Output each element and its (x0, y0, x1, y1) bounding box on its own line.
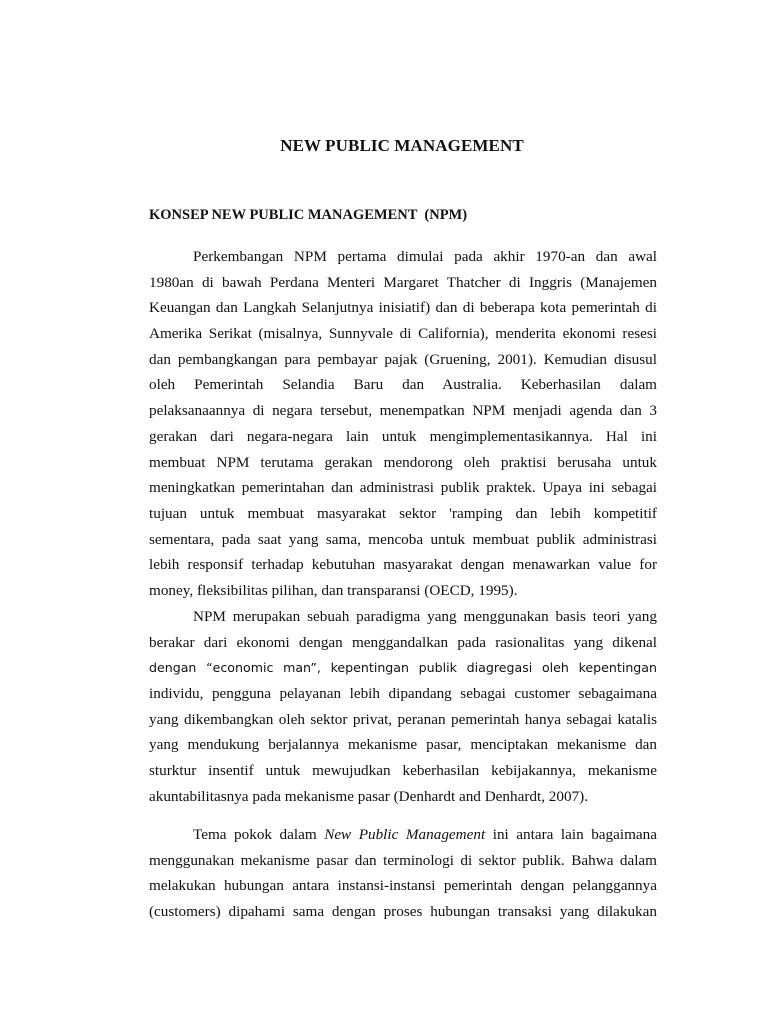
paragraph-line: berakar dari ekonomi dengan menggandalkan pada rasionalitas yang dikenal (149, 633, 657, 651)
paragraph-line: individu, pengguna pelayanan lebih dipandang sebagai customer sebagaimana (149, 685, 657, 703)
paragraph-line: sturktur insentif untuk mewujudkan keberhasilan kebijakannya, mekanisme (149, 762, 657, 780)
paragraph-line: meningkatkan pemerintahan dan administrasi publik praktek. Upaya ini sebagai (149, 479, 657, 497)
paragraph-line: akuntabilitasnya pada mekanisme pasar (Denhardt and Denhardt, 2007). (149, 787, 589, 805)
paragraph-line: sementara, pada saat yang sama, mencoba untuk membuat publik administrasi (149, 530, 657, 548)
paragraph-line: yang dikembangkan oleh sektor privat, peranan pemerintah hanya sebagai katalis (149, 710, 657, 728)
paragraph-2 (149, 604, 657, 810)
paragraph-line: menggunakan mekanisme pasar dan terminologi di sektor publik. Bahwa dalam (149, 851, 657, 869)
paragraph-line: pelaksanaannya di negara tersebut, menempatkan NPM menjadi agenda dan 3 (149, 402, 657, 420)
paragraph-text: Tema pokok dalam (193, 826, 325, 843)
paragraph-text: ini antara lain bagaimana (485, 826, 657, 843)
paragraph-line: melakukan hubungan antara instansi-instansi pemerintah dengan pelanggannya (149, 877, 657, 895)
paragraph-line: Amerika Serikat (misalnya, Sunnyvale di California), menderita ekonomi resesi (149, 325, 657, 343)
paragraph-line: yang mendukung berjalannya mekanisme pasar, menciptakan mekanisme dan (149, 736, 657, 754)
italic-term: New Public Management (324, 826, 486, 843)
paragraph-line: dengan “economic man”, kepentingan publik diagregasi oleh kepentingan (149, 660, 657, 676)
section-heading: KONSEP NEW PUBLIC MANAGEMENT (NPM) (149, 207, 468, 223)
paragraph-line: Keuangan dan Langkah Selanjutnya inisiatif) dan di beberapa kota pemerintah di (149, 299, 657, 317)
paragraph-line (149, 822, 657, 848)
paragraph-line: money, fleksibilitas pilihan, dan transparansi (OECD, 1995). (149, 581, 518, 599)
paragraph-line: 1980an di bawah Perdana Menteri Margaret Thatcher di Inggris (Manajemen (149, 273, 657, 291)
document-title: NEW PUBLIC MANAGEMENT (280, 136, 524, 155)
paragraph-3 (149, 822, 657, 925)
paragraph-line: oleh Pemerintah Selandia Baru dan Australia. Keberhasilan dalam (149, 376, 657, 394)
paragraph-1 (149, 244, 657, 604)
paragraph-line: lebih responsif terhadap kebutuhan masyarakat dengan menawarkan value for (149, 556, 657, 574)
paragraph-line: membuat NPM terutama gerakan mendorong oleh praktisi berusaha untuk (149, 453, 657, 471)
paragraph-line: Perkembangan NPM pertama dimulai pada akhir 1970-an dan awal (193, 248, 657, 265)
paragraph-line: dan pembangkangan para pembayar pajak (Gruening, 2001). Kemudian disusul (149, 350, 657, 368)
paragraph-line: (customers) dipahami sama dengan proses hubungan transaksi yang dilakukan (149, 903, 657, 921)
paragraph-line: NPM merupakan sebuah paradigma yang menggunakan basis teori yang (193, 608, 657, 625)
paragraph-line: tujuan untuk membuat masyarakat sektor 'ramping dan lebih kompetitif (149, 504, 657, 522)
paragraph-line: gerakan dari negara-negara lain untuk mengimplementasikannya. Hal ini (149, 427, 657, 445)
